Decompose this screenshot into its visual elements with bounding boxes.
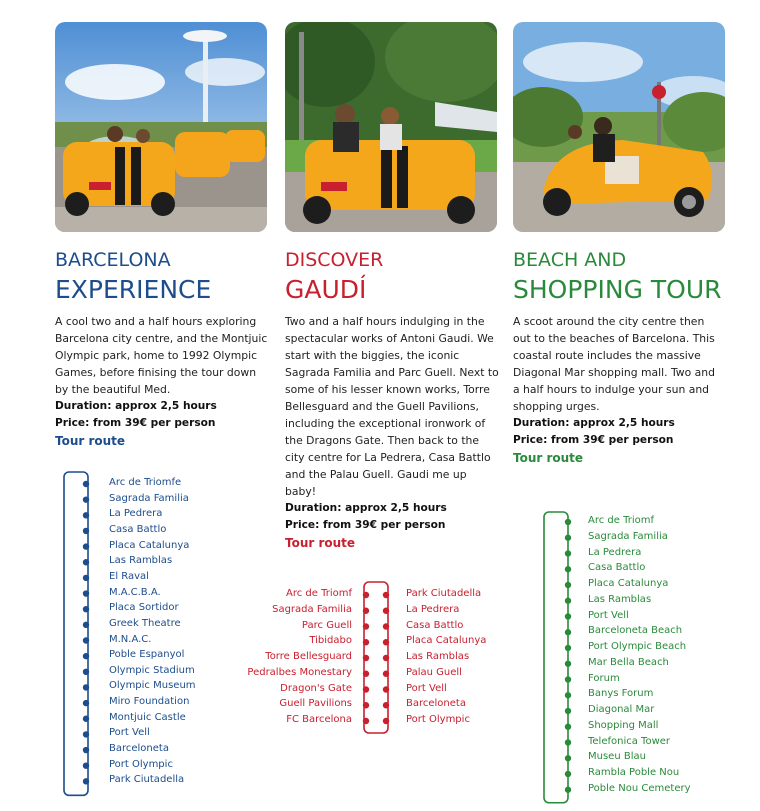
route-stop-label: Montjuic Castle [109, 711, 186, 723]
route-stop-dot [83, 731, 89, 737]
route-stop-label: Olympic Stadium [109, 664, 195, 676]
route-stop-label: Sagrada Familia [109, 492, 189, 504]
tour-duration: Duration: approx 2,5 hours [513, 417, 675, 429]
route-stop-dot [363, 718, 369, 724]
tour-route-link[interactable]: Tour route [285, 536, 356, 550]
route-stop-dot [83, 481, 89, 487]
route-stop-label: Arc de Triomf [286, 588, 352, 599]
route-stop-label: Guell Pavilions [279, 698, 352, 710]
route-stop-dot [565, 645, 571, 651]
route-stop-label: M.A.C.B.A. [109, 586, 161, 598]
route-stop-label: Las Ramblas [109, 555, 173, 567]
tour-title-line1: BEACH AND [513, 249, 627, 271]
route-stop-dot [565, 724, 571, 730]
route-stop-dot [363, 671, 369, 677]
route-stop-label: Port Olympic Beach [588, 641, 687, 652]
route-stop-label: Pedralbes Monestary [247, 666, 352, 678]
route-stop-dot [363, 639, 369, 645]
route-stop-label: Port Vell [109, 727, 150, 739]
route-stop-label: Casa Battlo [109, 523, 167, 535]
tour-duration: Duration: approx 2,5 hours [55, 400, 217, 412]
route-stop-dot [565, 739, 571, 745]
route-stop-label: Parc Guell [301, 619, 352, 631]
route-stop-label: Greek Theatre [109, 617, 181, 629]
route-stop-label: Olympic Museum [109, 680, 196, 692]
tour-photo-gaudi [285, 22, 497, 232]
route-stop-label: La Pedrera [109, 508, 163, 520]
route-stop-dot [565, 771, 571, 777]
tour-photo-beach [513, 22, 725, 232]
route-stop-dot [363, 702, 369, 708]
tour-route-link[interactable]: Tour route [513, 451, 584, 465]
route-stop-dot [565, 519, 571, 525]
route-stop-dot [363, 686, 369, 692]
route-stop-dot [565, 550, 571, 556]
tour-title-line2: EXPERIENCE [55, 275, 212, 304]
route-stop-dot [565, 708, 571, 714]
tour-description: A cool two and a half hours exploring Barcelona city centre, and the Montjuic Olympic park, home to 1992 Olympic Games, before finising the tour down by the beautiful Med. [55, 315, 268, 396]
route-stop-dot [565, 598, 571, 604]
route-stop-dot [83, 622, 89, 628]
route-stop-dot [383, 671, 389, 677]
route-stop-label: Casa Battlo [406, 619, 464, 631]
tour-card-beach [513, 22, 725, 465]
route-stop-dot [83, 575, 89, 581]
route-stop-dot [565, 535, 571, 541]
route-stop-dot [383, 592, 389, 598]
route-stop-dot [83, 496, 89, 502]
route-stop-label: Sagrada Familia [588, 530, 668, 542]
route-stop-dot [383, 718, 389, 724]
route-stop-label: Placa Sortidor [109, 602, 179, 614]
route-stop-dot [83, 653, 89, 659]
route-stop-dot [83, 637, 89, 643]
route-stop-label: Forum [588, 672, 620, 684]
route-stop-dot [363, 592, 369, 598]
route-stop-label: Sagrada Familia [272, 603, 352, 615]
route-stop-label: Banys Forum [588, 688, 654, 700]
route-line-beach [541, 510, 573, 807]
route-stop-dot [83, 512, 89, 518]
route-stop-dot [83, 559, 89, 565]
route-stop-dot [383, 702, 389, 708]
route-stop-dot [565, 629, 571, 635]
tour-description: Two and a half hours indulging in the spectacular works of Antoni Gaudi. We start with the biggies, the iconic Sagrada Familia and Parc Guell. Next to some of his lesser known works, Torre Bellesguard and the Guell Pavilions, including the exceptional ironwork of the Dragons Gate. Then back to the city centre for La Pedrera, Casa Battlo and the Palau Guell. Gaudi me up baby! [285, 315, 499, 498]
route-stop-dot [565, 676, 571, 682]
tour-duration: Duration: approx 2,5 hours [285, 502, 447, 514]
route-stop-dot [383, 608, 389, 614]
tour-card-barcelona [55, 22, 267, 448]
route-stop-dot [83, 763, 89, 769]
route-stop-label: El Raval [109, 570, 149, 582]
route-stop-dot [83, 700, 89, 706]
route-stop-label: Rambla Poble Nou [588, 767, 680, 778]
route-stop-label: Barceloneta [109, 743, 169, 755]
tour-title-line2: SHOPPING TOUR [513, 275, 722, 304]
route-stop-dot [383, 686, 389, 692]
route-stop-label: Port Olympic [109, 758, 173, 770]
tour-title-line1: BARCELONA [55, 249, 171, 271]
route-stop-label: Casa Battlo [588, 562, 646, 574]
route-stop-dot [383, 623, 389, 629]
tour-route-link[interactable]: Tour route [55, 434, 126, 448]
route-stop-label: Port Vell [588, 609, 629, 621]
route-stop-dot [83, 747, 89, 753]
route-stop-label: Park Ciutadella [406, 588, 482, 599]
route-stop-label: Palau Guell [406, 666, 462, 678]
route-stop-label: FC Barcelona [286, 714, 352, 725]
tour-price: Price: from 39€ per person [55, 417, 216, 429]
route-stop-label: Tibidabo [309, 635, 352, 647]
route-stop-dot [565, 613, 571, 619]
route-stop-label: Museu Blau [588, 751, 646, 763]
route-line [544, 512, 568, 803]
route-line-barcelona [60, 470, 100, 799]
route-stop-label: Dragon's Gate [280, 682, 352, 694]
route-stop-label: M.N.A.C. [109, 633, 152, 645]
route-stop-label: Placa Catalunya [406, 635, 487, 647]
route-stop-dot [565, 566, 571, 572]
route-stop-label: La Pedrera [406, 603, 460, 615]
route-stop-label: Miro Foundation [109, 696, 190, 708]
route-stop-dot [363, 608, 369, 614]
route-stop-dot [83, 590, 89, 596]
route-stop-label: Arc de Triomfe [109, 477, 182, 488]
route-stop-label: La Pedrera [588, 546, 642, 558]
route-stop-label: Las Ramblas [588, 593, 652, 605]
route-stop-label: Poble Espanyol [109, 649, 185, 661]
tour-title-line1: DISCOVER [285, 249, 384, 271]
route-stop-dot [363, 623, 369, 629]
route-stop-dot [83, 684, 89, 690]
route-line [64, 472, 88, 795]
route-stop-label: Torre Bellesguard [265, 651, 352, 662]
route-stop-label: Arc de Triomf [588, 515, 654, 526]
route-stop-dot [565, 661, 571, 667]
route-stop-dot [83, 543, 89, 549]
route-stop-label: Mar Bella Beach [588, 656, 669, 668]
tour-price: Price: from 39€ per person [285, 519, 446, 531]
route-stop-dot [83, 528, 89, 534]
route-stop-dot [83, 778, 89, 784]
route-stop-dot [83, 606, 89, 612]
route-stop-dot [383, 655, 389, 661]
route-stop-dot [565, 755, 571, 761]
tour-price: Price: from 39€ per person [513, 434, 674, 446]
route-stop-dot [383, 639, 389, 645]
tour-description: A scoot around the city centre then out to the beaches of Barcelona. This coastal route includes the massive Diagonal Mar shopping mall. Two and a half hours to indulge your sun and shopping urges. [513, 315, 715, 413]
route-stop-dot [363, 655, 369, 661]
route-stop-label: Telefonica Tower [588, 735, 671, 747]
tour-title-line2: GAUDÍ [285, 275, 367, 304]
route-stop-dot [565, 692, 571, 698]
route-stop-label: Las Ramblas [406, 651, 470, 662]
route-line-gaudi [362, 580, 394, 737]
route-stop-label: Diagonal Mar [588, 704, 655, 715]
route-stop-dot [83, 716, 89, 722]
tour-photo-barcelona [55, 22, 267, 232]
route-stop-label: Barceloneta Beach [588, 625, 683, 637]
route-stop-dot [565, 582, 571, 588]
route-stop-label: Park Ciutadella [109, 774, 185, 786]
route-stop-label: Port Vell [406, 682, 447, 694]
route-stop-dot [83, 669, 89, 675]
route-stop-label: Barceloneta [406, 698, 466, 710]
tour-card-gaudi [285, 22, 497, 550]
route-stop-label: Port Olympic [406, 714, 470, 725]
route-stop-label: Poble Nou Cemetery [588, 782, 691, 794]
route-stop-label: Placa Catalunya [109, 539, 190, 551]
route-stop-label: Shopping Mall [588, 719, 659, 731]
route-stop-dot [565, 787, 571, 793]
route-stop-label: Placa Catalunya [588, 578, 669, 589]
